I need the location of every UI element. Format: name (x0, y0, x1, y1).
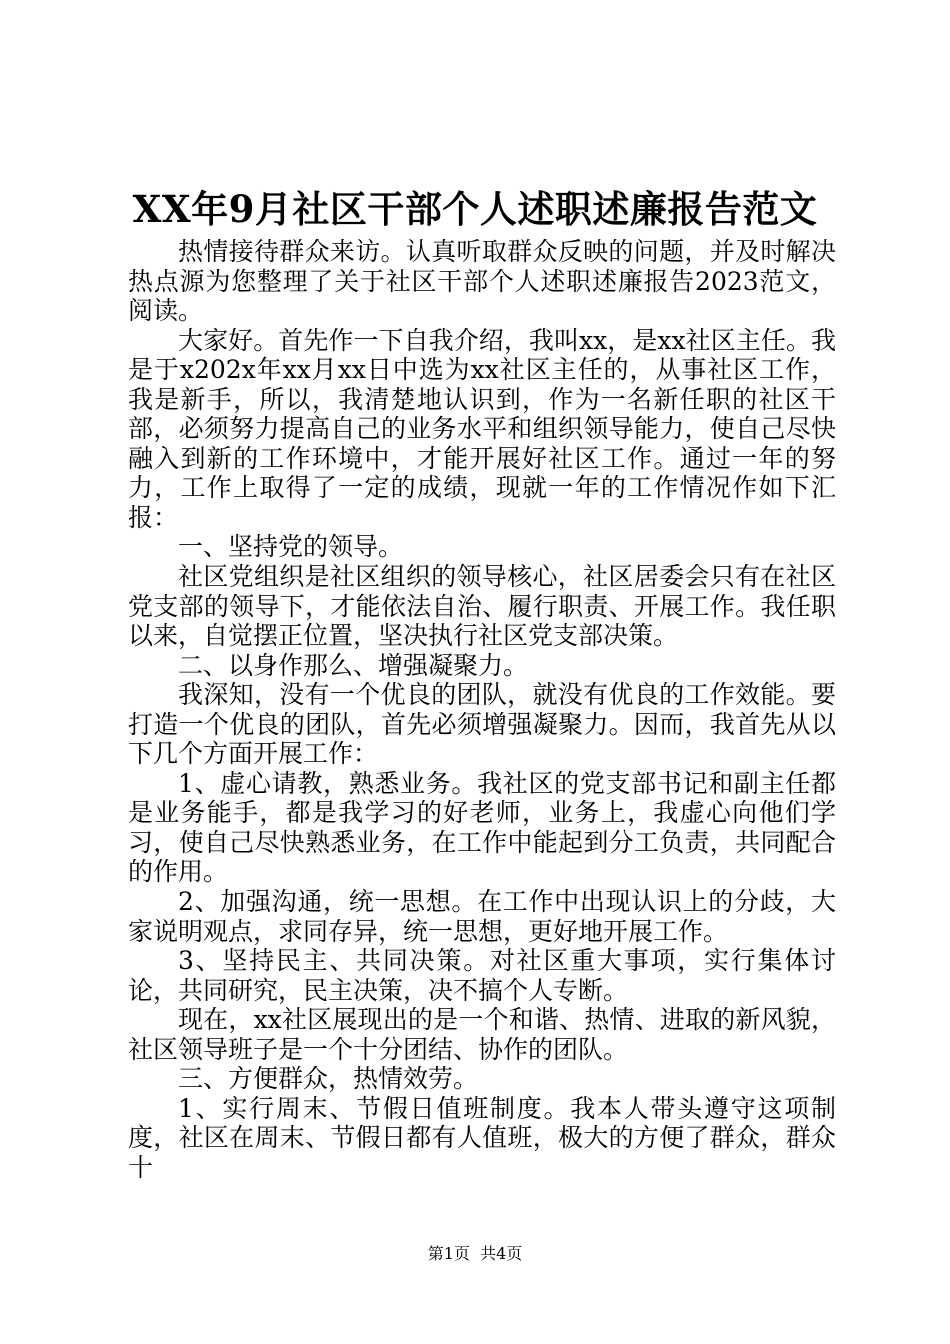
paragraph: 1、虚心请教，熟悉业务。我社区的党支部书记和副主任都是业务能手，都是我学习的好老师，业务上，我虚心向他们学习，使自己尽快熟悉业务，在工作中能起到分工负责，共同配合的作用。 (128, 768, 836, 887)
paragraph: 3、坚持民主、共同决策。对社区重大事项，实行集体讨论，共同研究，民主决策，决不搞个人专断。 (128, 946, 836, 1005)
page-total: 共4页 (480, 1244, 523, 1263)
page-number: 第1页 (427, 1244, 470, 1263)
section-heading: 三、方便群众，热情效劳。 (178, 1064, 479, 1094)
paragraph: 2、加强沟通，统一思想。在工作中出现认识上的分歧，大家说明观点，求同存异，统一思想，更好地开展工作。 (128, 887, 836, 946)
paragraph: 1、实行周末、节假日值班制度。我本人带头遵守这项制度，社区在周末、节假日都有人值班，极大的方便了群众，群众十 (128, 1093, 836, 1182)
paragraph: 大家好。首先作一下自我介绍，我叫xx，是xx社区主任。我是于x202x年xx月xx日中选为xx社区主任的，从事社区工作，我是新手，所以，我清楚地认识到，作为一名新任职的社区干部，必须努力提高自己的业务水平和组织领导能力，使自己尽快融入到新的工作环境中，才能开展好社区工作。通过一年的努力，工作上取得了一定的成绩，现就一年的工作情况作如下汇报： (128, 325, 836, 532)
paragraph: 我深知，没有一个优良的团队，就没有优良的工作效能。要打造一个优良的团队，首先必须增强凝聚力。因而，我首先从以下几个方面开展工作： (128, 680, 836, 769)
page-title: XX年9月社区干部个人述职述廉报告范文 (132, 187, 818, 231)
paragraph: 社区党组织是社区组织的领导核心，社区居委会只有在社区党支部的领导下，才能依法自治、履行职责、开展工作。我任职以来，自觉摆正位置，坚决执行社区党支部决策。 (128, 562, 836, 651)
section-heading: 一、坚持党的领导。 (178, 532, 404, 562)
paragraph: 热情接待群众来访。认真听取群众反映的问题，并及时解决热点源为您整理了关于社区干部个人述职述廉报告2023范文，阅读。 (128, 237, 836, 326)
section-heading: 二、以身作那么、增强凝聚力。 (178, 650, 529, 680)
document-body (128, 237, 836, 1183)
page-footer (0, 1244, 950, 1264)
paragraph: 现在，xx社区展现出的是一个和谐、热情、进取的新风貌，社区领导班子是一个十分团结、协作的团队。 (128, 1005, 836, 1064)
